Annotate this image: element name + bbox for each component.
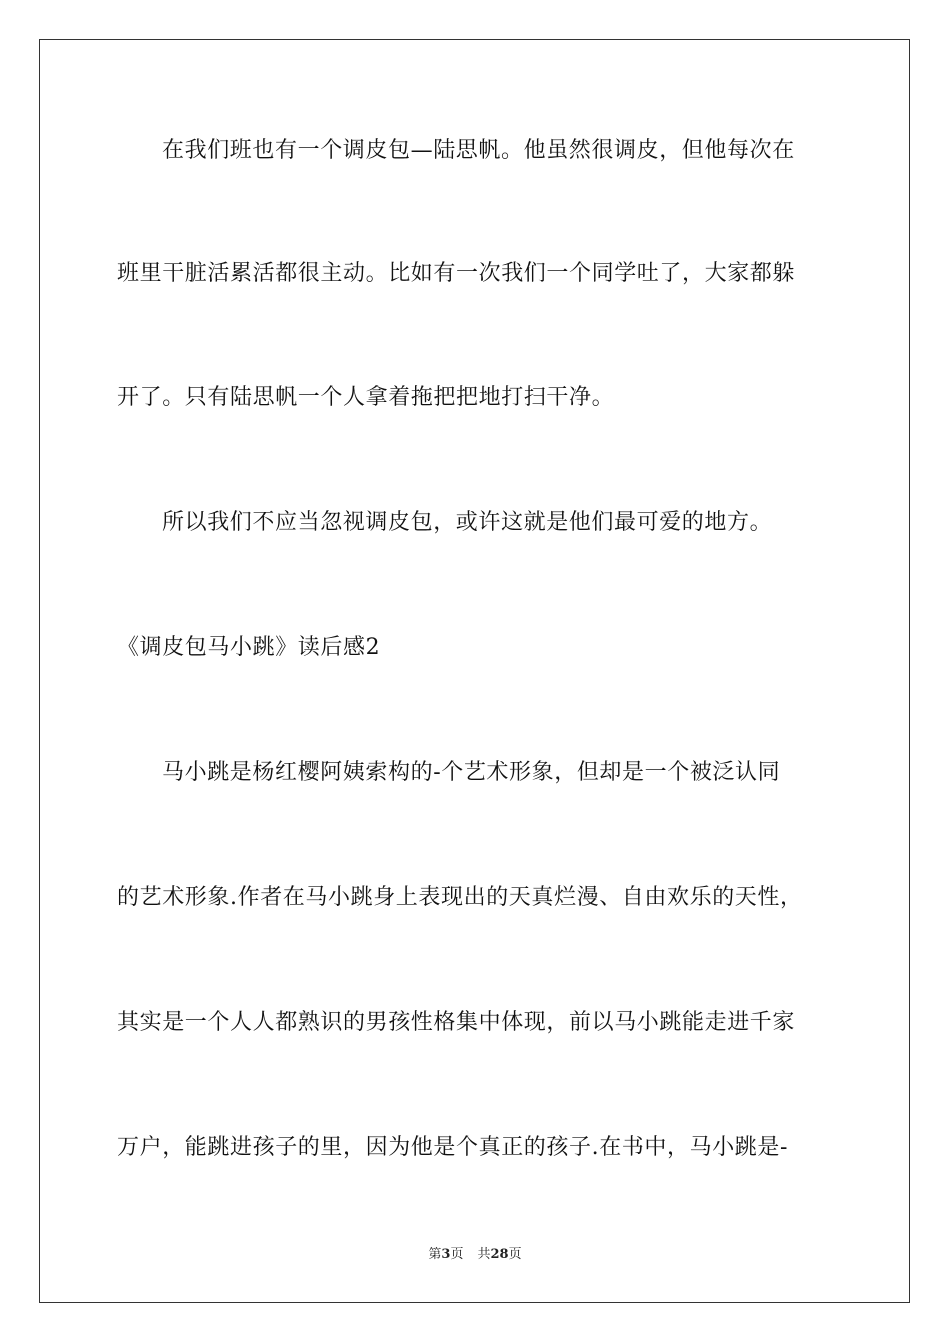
- paragraph-line: 所以我们不应当忽视调皮包，或许这就是他们最可爱的地方。: [162, 510, 773, 535]
- paragraph-line: 班里干脏活累活都很主动。比如有一次我们一个同学吐了，大家都躲: [117, 261, 796, 286]
- section-heading: 《调皮包马小跳》读后感2: [117, 635, 381, 660]
- page-border: [39, 39, 910, 1303]
- total-prefix: 共: [477, 1247, 491, 1262]
- page-number: 3: [441, 1247, 451, 1262]
- paragraph-line: 万户，能跳进孩子的里，因为他是个真正的孩子.在书中，马小跳是-: [117, 1135, 789, 1160]
- paragraph-line: 马小跳是杨红樱阿姨索构的-个艺术形象，但却是一个被泛认同: [162, 760, 781, 785]
- total-suffix: 页: [508, 1247, 522, 1262]
- paragraph-line: 其实是一个人人都熟识的男孩性格集中体现，前以马小跳能走进千家: [117, 1010, 796, 1035]
- paragraph-line: 的艺术形象.作者在马小跳身上表现出的天真烂漫、自由欢乐的天性，: [117, 885, 803, 910]
- page-prefix: 第: [428, 1247, 442, 1262]
- page-suffix: 页: [450, 1247, 464, 1262]
- paragraph-line: 开了。只有陆思帆一个人拿着拖把把地打扫干净。: [117, 385, 615, 410]
- page-footer: [0, 1246, 950, 1264]
- total-pages: 28: [490, 1247, 509, 1262]
- paragraph-line: 在我们班也有一个调皮包—陆思帆。他虽然很调皮，但他每次在: [162, 138, 795, 163]
